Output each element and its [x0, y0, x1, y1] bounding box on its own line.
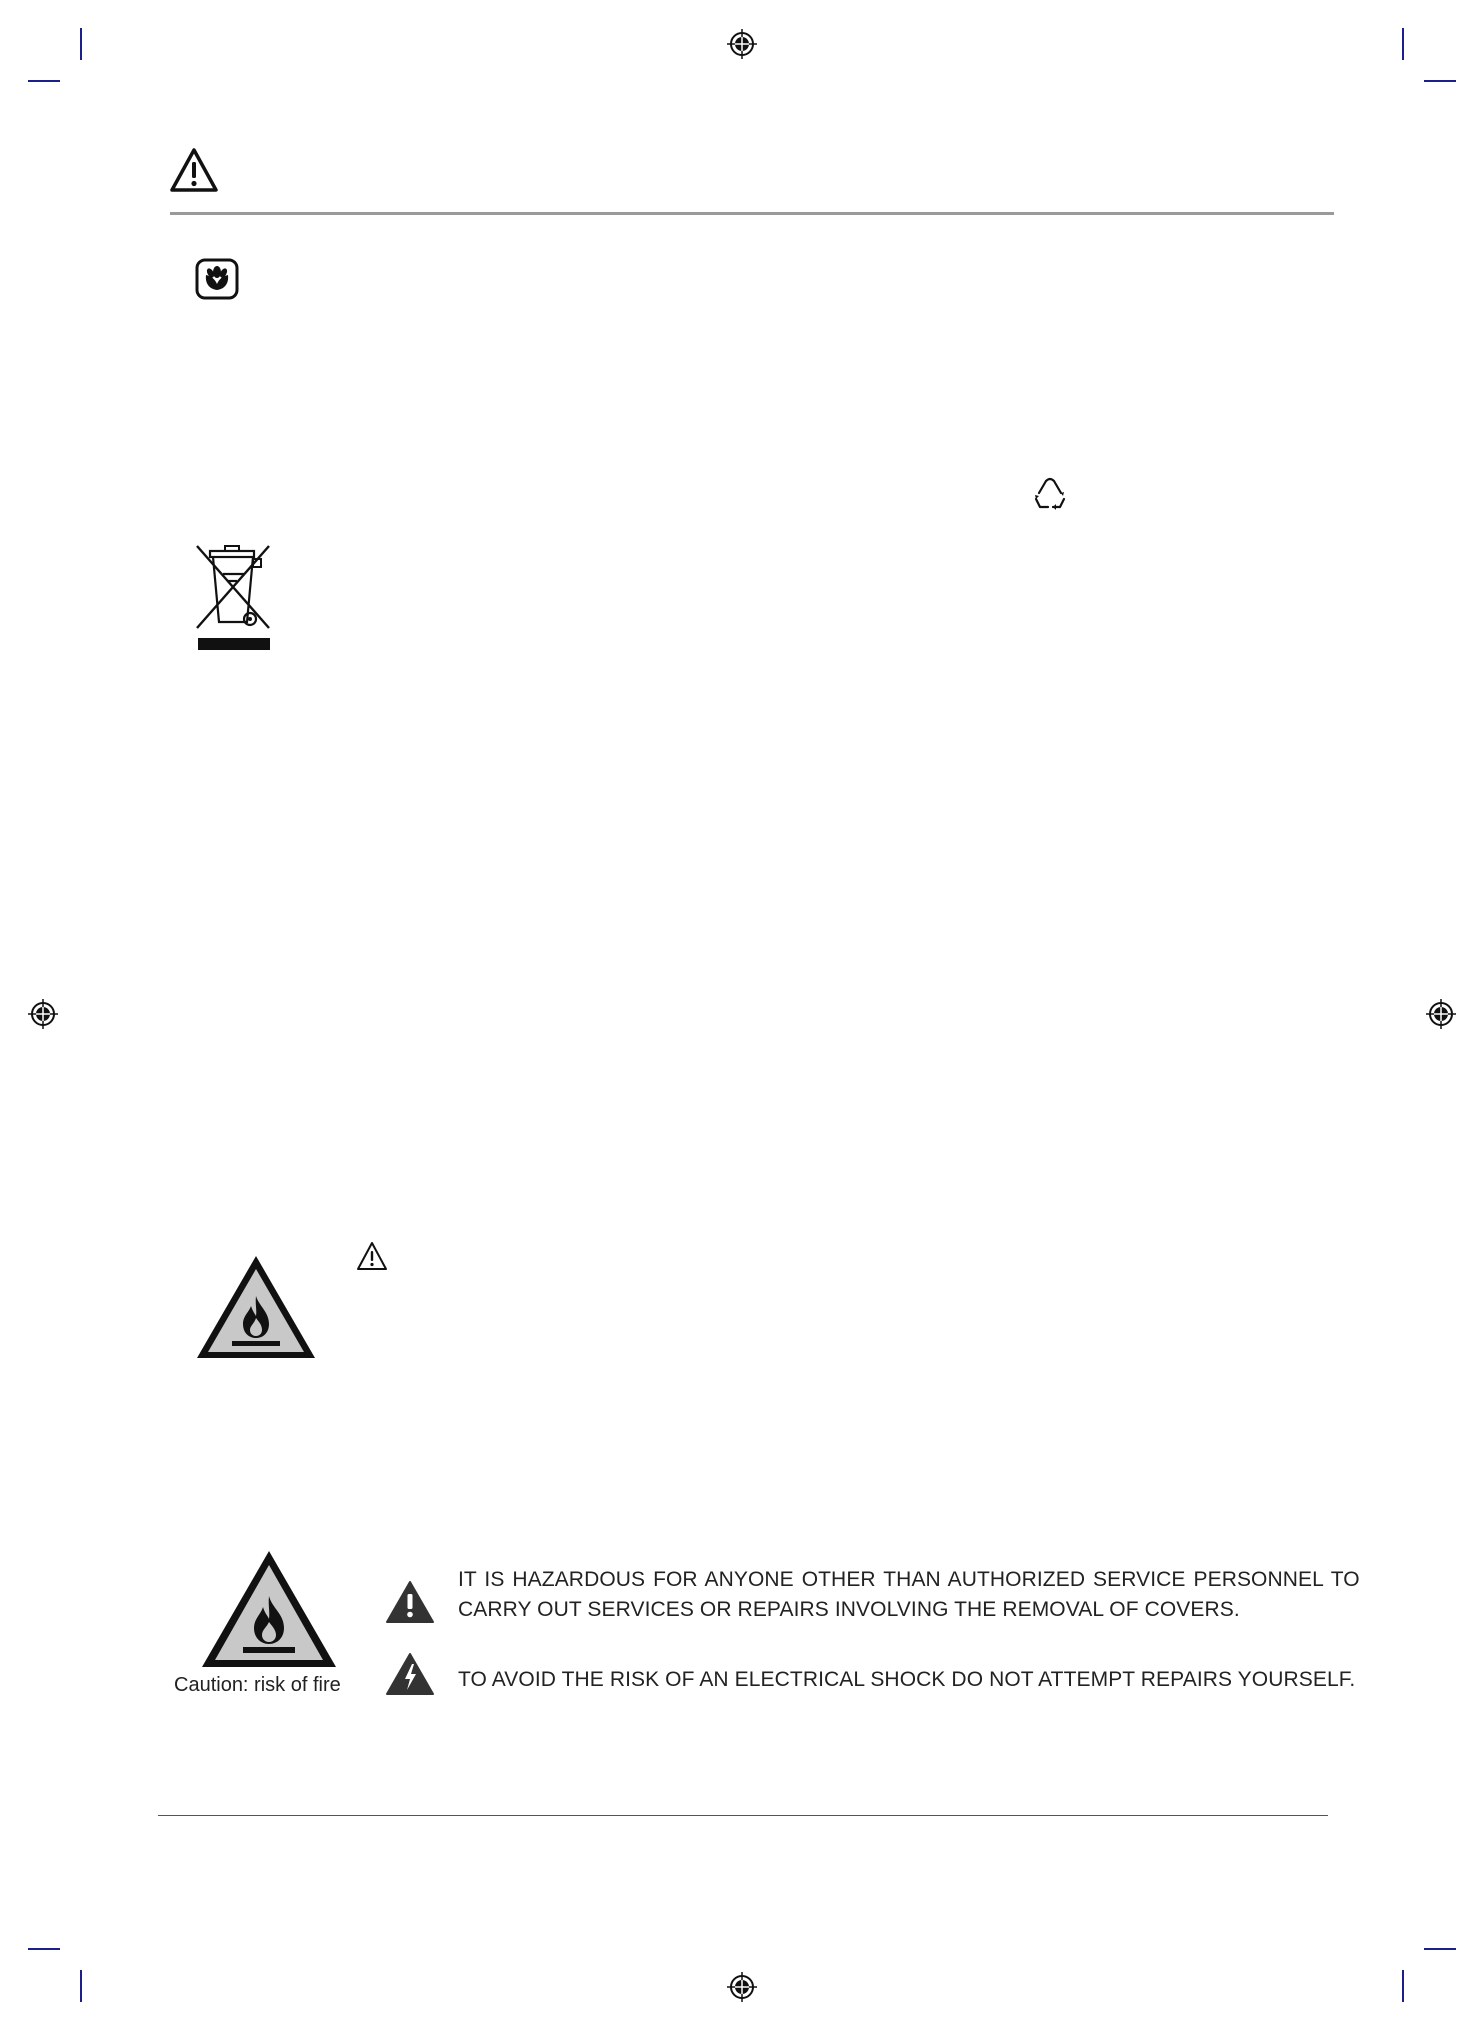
exclamation-triangle-icon: [385, 1580, 435, 1624]
fire-hazard-large-icon: [199, 1548, 339, 1670]
trim-mark-bottom-left: [80, 1970, 82, 2002]
caution-triangle-icon: [355, 1240, 389, 1272]
trim-mark-top-left: [80, 28, 82, 60]
trim-mark-bottom-right: [1424, 1948, 1456, 1950]
trim-mark-bottom-right: [1402, 1970, 1404, 2002]
trim-mark-top-right: [1424, 80, 1456, 82]
service-warning-line-1: IT IS HAZARDOUS FOR ANYONE OTHER THAN AUTHORIZED SERVICE PERSONNEL TO: [458, 1568, 1360, 1591]
crossed-out-bin-icon: [195, 544, 277, 652]
recycle-icon: [1030, 475, 1070, 515]
electric-shock-icon: [385, 1652, 435, 1696]
header-rule: [170, 212, 1334, 215]
registration-mark-bottom: [727, 1972, 757, 2002]
trim-mark-top-right: [1402, 28, 1404, 60]
registration-mark-left: [28, 999, 58, 1029]
footer-rule: [158, 1815, 1328, 1816]
service-warning-line-2: CARRY OUT SERVICES OR REPAIRS INVOLVING THE REMOVAL OF COVERS.: [458, 1598, 1240, 1621]
trim-mark-top-left: [28, 80, 60, 82]
trim-mark-bottom-left: [28, 1948, 60, 1950]
fire-caution-caption: Caution: risk of fire: [174, 1674, 341, 1696]
warning-triangle-icon: [168, 146, 220, 194]
shock-warning-line: TO AVOID THE RISK OF AN ELECTRICAL SHOCK DO NOT ATTEMPT REPAIRS YOURSELF.: [458, 1668, 1356, 1691]
registration-mark-right: [1426, 999, 1456, 1029]
eco-flower-icon: [195, 258, 239, 300]
registration-mark-top: [727, 29, 757, 59]
fire-hazard-icon: [193, 1252, 319, 1362]
